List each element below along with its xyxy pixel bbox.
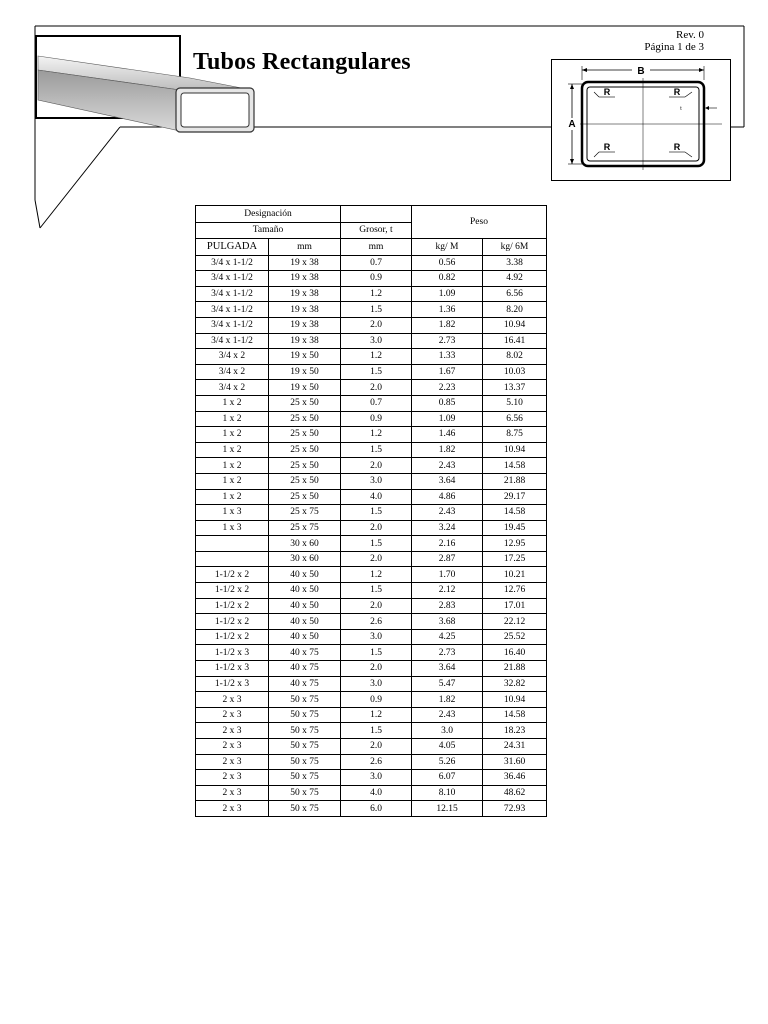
cell-thickness-mm: 3.0 (341, 333, 412, 349)
cell-thickness-mm: 2.0 (341, 317, 412, 333)
table-row (196, 380, 547, 396)
unit-mm-size: mm (269, 238, 341, 255)
cell-kg-6m: 16.40 (483, 645, 547, 661)
table-row (196, 739, 547, 755)
table-row (196, 411, 547, 427)
cell-size-mm: 19 x 38 (269, 255, 341, 271)
table-row (196, 302, 547, 318)
cell-pulgada: 2 x 3 (196, 754, 269, 770)
cell-thickness-mm: 1.5 (341, 723, 412, 739)
cell-pulgada: 1 x 3 (196, 520, 269, 536)
cell-kg-m: 3.64 (412, 473, 483, 489)
cell-kg-m: 6.07 (412, 770, 483, 786)
table-row (196, 692, 547, 708)
cell-kg-6m: 8.75 (483, 427, 547, 443)
cell-pulgada: 2 x 3 (196, 723, 269, 739)
table-row (196, 271, 547, 287)
cell-pulgada: 1 x 2 (196, 427, 269, 443)
cell-kg-m: 1.82 (412, 317, 483, 333)
table-row (196, 598, 547, 614)
radius-label-bottom-left: R (603, 142, 611, 152)
cell-kg-m: 1.46 (412, 427, 483, 443)
cell-pulgada: 1-1/2 x 2 (196, 629, 269, 645)
cell-kg-6m: 17.01 (483, 598, 547, 614)
unit-kg-6m: kg/ 6M (483, 238, 547, 255)
table-row (196, 661, 547, 677)
cross-section-diagram (551, 59, 731, 181)
cell-size-mm: 25 x 50 (269, 489, 341, 505)
cell-pulgada: 2 x 3 (196, 692, 269, 708)
table-row (196, 395, 547, 411)
cell-pulgada: 3/4 x 2 (196, 349, 269, 365)
table-row (196, 427, 547, 443)
cell-thickness-mm: 1.2 (341, 567, 412, 583)
cell-kg-6m: 3.38 (483, 255, 547, 271)
cell-pulgada: 2 x 3 (196, 770, 269, 786)
cell-kg-m: 0.85 (412, 395, 483, 411)
cell-size-mm: 40 x 75 (269, 645, 341, 661)
cell-thickness-mm: 1.5 (341, 583, 412, 599)
cell-size-mm: 50 x 75 (269, 739, 341, 755)
cell-size-mm: 50 x 75 (269, 723, 341, 739)
cell-pulgada: 1-1/2 x 3 (196, 676, 269, 692)
revision-info (644, 29, 704, 53)
cell-kg-6m: 24.31 (483, 739, 547, 755)
cell-kg-6m: 8.20 (483, 302, 547, 318)
cell-size-mm: 25 x 50 (269, 411, 341, 427)
revision-label: Rev. 0 (675, 29, 704, 41)
table-row (196, 723, 547, 739)
cell-kg-6m: 32.82 (483, 676, 547, 692)
header-peso: Peso (412, 206, 547, 239)
cell-kg-m: 2.43 (412, 707, 483, 723)
cell-thickness-mm: 1.5 (341, 302, 412, 318)
cell-thickness-mm: 2.0 (341, 598, 412, 614)
cell-thickness-mm: 1.2 (341, 286, 412, 302)
cell-kg-6m: 12.95 (483, 536, 547, 552)
cell-thickness-mm: 1.2 (341, 707, 412, 723)
cell-kg-6m: 29.17 (483, 489, 547, 505)
cell-kg-6m: 10.94 (483, 692, 547, 708)
cell-kg-m: 1.36 (412, 302, 483, 318)
cell-size-mm: 25 x 75 (269, 505, 341, 521)
table-body (196, 255, 547, 816)
cell-pulgada: 2 x 3 (196, 739, 269, 755)
cell-kg-6m: 5.10 (483, 395, 547, 411)
cell-thickness-mm: 1.5 (341, 536, 412, 552)
thickness-label: t (680, 106, 682, 112)
specification-table (195, 205, 547, 817)
cell-pulgada: 1 x 2 (196, 489, 269, 505)
cell-thickness-mm: 0.9 (341, 692, 412, 708)
cell-thickness-mm: 2.0 (341, 458, 412, 474)
cell-kg-6m: 36.46 (483, 770, 547, 786)
cell-kg-6m: 21.88 (483, 661, 547, 677)
cell-thickness-mm: 2.0 (341, 551, 412, 567)
table-row (196, 614, 547, 630)
cell-size-mm: 30 x 60 (269, 536, 341, 552)
table-row (196, 707, 547, 723)
header-designacion: Designación (196, 206, 341, 223)
cell-size-mm: 25 x 50 (269, 442, 341, 458)
cell-size-mm: 50 x 75 (269, 785, 341, 801)
cell-thickness-mm: 0.9 (341, 271, 412, 287)
cell-size-mm: 40 x 50 (269, 583, 341, 599)
unit-mm-thickness: mm (341, 238, 412, 255)
cell-kg-6m: 16.41 (483, 333, 547, 349)
radius-label-top-left: R (603, 87, 611, 97)
table-row (196, 520, 547, 536)
cell-size-mm: 25 x 50 (269, 473, 341, 489)
cell-thickness-mm: 0.7 (341, 255, 412, 271)
cell-size-mm: 19 x 38 (269, 317, 341, 333)
cell-kg-m: 2.87 (412, 551, 483, 567)
cell-thickness-mm: 2.6 (341, 614, 412, 630)
cell-size-mm: 50 x 75 (269, 801, 341, 817)
cell-kg-6m: 10.03 (483, 364, 547, 380)
table-row (196, 676, 547, 692)
cell-kg-6m: 14.58 (483, 505, 547, 521)
table-row (196, 505, 547, 521)
table-row (196, 629, 547, 645)
cell-thickness-mm: 1.5 (341, 645, 412, 661)
cell-pulgada: 1 x 2 (196, 411, 269, 427)
cell-pulgada: 1-1/2 x 2 (196, 614, 269, 630)
cell-kg-m: 5.47 (412, 676, 483, 692)
cell-thickness-mm: 1.2 (341, 349, 412, 365)
cell-thickness-mm: 2.0 (341, 661, 412, 677)
cell-thickness-mm: 2.6 (341, 754, 412, 770)
cell-pulgada: 2 x 3 (196, 801, 269, 817)
cell-pulgada: 1-1/2 x 2 (196, 598, 269, 614)
cell-size-mm: 25 x 50 (269, 458, 341, 474)
cell-pulgada: 2 x 3 (196, 785, 269, 801)
cell-kg-m: 3.68 (412, 614, 483, 630)
cell-thickness-mm: 2.0 (341, 739, 412, 755)
cell-kg-m: 2.23 (412, 380, 483, 396)
cell-kg-m: 2.73 (412, 645, 483, 661)
cell-kg-6m: 10.94 (483, 317, 547, 333)
cell-size-mm: 40 x 50 (269, 598, 341, 614)
cell-size-mm: 19 x 38 (269, 333, 341, 349)
table-row (196, 458, 547, 474)
cell-size-mm: 25 x 50 (269, 427, 341, 443)
cell-pulgada: 1 x 2 (196, 395, 269, 411)
cell-kg-6m: 72.93 (483, 801, 547, 817)
cell-kg-m: 1.82 (412, 692, 483, 708)
cell-kg-m: 5.26 (412, 754, 483, 770)
cell-kg-6m: 12.76 (483, 583, 547, 599)
cell-pulgada: 1-1/2 x 2 (196, 567, 269, 583)
cell-kg-m: 3.64 (412, 661, 483, 677)
cell-kg-m: 2.83 (412, 598, 483, 614)
cell-pulgada: 1 x 2 (196, 473, 269, 489)
cell-pulgada: 1 x 2 (196, 442, 269, 458)
table-row (196, 801, 547, 817)
cell-pulgada: 3/4 x 1-1/2 (196, 302, 269, 318)
cell-pulgada: 2 x 3 (196, 707, 269, 723)
table-row (196, 286, 547, 302)
table-row (196, 442, 547, 458)
cell-kg-6m: 21.88 (483, 473, 547, 489)
cell-kg-6m: 10.21 (483, 567, 547, 583)
cell-thickness-mm: 1.5 (341, 442, 412, 458)
table-row (196, 536, 547, 552)
cell-size-mm: 50 x 75 (269, 707, 341, 723)
cell-pulgada: 1-1/2 x 2 (196, 583, 269, 599)
page-number: Página 1 de 3 (644, 41, 704, 53)
cell-pulgada: 1-1/2 x 3 (196, 645, 269, 661)
cell-size-mm: 19 x 50 (269, 380, 341, 396)
cell-kg-m: 4.25 (412, 629, 483, 645)
cell-kg-6m: 4.92 (483, 271, 547, 287)
cell-kg-6m: 6.56 (483, 411, 547, 427)
cell-kg-6m: 18.23 (483, 723, 547, 739)
table-row (196, 785, 547, 801)
cell-size-mm: 25 x 50 (269, 395, 341, 411)
cell-pulgada: 3/4 x 1-1/2 (196, 286, 269, 302)
cell-kg-6m: 19.45 (483, 520, 547, 536)
cell-size-mm: 40 x 50 (269, 629, 341, 645)
cell-size-mm: 40 x 50 (269, 614, 341, 630)
cell-pulgada: 1 x 3 (196, 505, 269, 521)
cell-pulgada: 3/4 x 1-1/2 (196, 333, 269, 349)
cell-kg-6m: 25.52 (483, 629, 547, 645)
table-row (196, 364, 547, 380)
cell-kg-m: 4.05 (412, 739, 483, 755)
cell-kg-m: 2.73 (412, 333, 483, 349)
cell-kg-6m: 14.58 (483, 707, 547, 723)
cell-pulgada: 1 x 2 (196, 458, 269, 474)
dimension-a-label: A (568, 119, 576, 130)
cell-size-mm: 19 x 50 (269, 364, 341, 380)
cell-kg-6m: 17.25 (483, 551, 547, 567)
cell-thickness-mm: 3.0 (341, 676, 412, 692)
cell-kg-m: 2.43 (412, 505, 483, 521)
cell-kg-6m: 31.60 (483, 754, 547, 770)
unit-pulgada: PULGADA (196, 238, 269, 255)
cell-kg-m: 12.15 (412, 801, 483, 817)
cell-kg-6m: 13.37 (483, 380, 547, 396)
cell-kg-m: 8.10 (412, 785, 483, 801)
header-tamano: Tamaño (196, 223, 341, 239)
cell-pulgada: 3/4 x 2 (196, 380, 269, 396)
cell-kg-m: 2.16 (412, 536, 483, 552)
cell-thickness-mm: 4.0 (341, 489, 412, 505)
cell-thickness-mm: 3.0 (341, 770, 412, 786)
cell-size-mm: 40 x 50 (269, 567, 341, 583)
cell-pulgada: 3/4 x 1-1/2 (196, 255, 269, 271)
cell-size-mm: 19 x 50 (269, 349, 341, 365)
cell-kg-m: 1.33 (412, 349, 483, 365)
cell-pulgada: 3/4 x 2 (196, 364, 269, 380)
cell-kg-m: 2.12 (412, 583, 483, 599)
cell-size-mm: 40 x 75 (269, 676, 341, 692)
table-row (196, 645, 547, 661)
cell-kg-6m: 10.94 (483, 442, 547, 458)
cell-kg-m: 3.24 (412, 520, 483, 536)
cell-size-mm: 25 x 75 (269, 520, 341, 536)
cell-kg-m: 3.0 (412, 723, 483, 739)
cell-size-mm: 19 x 38 (269, 302, 341, 318)
cell-pulgada (196, 551, 269, 567)
cell-size-mm: 19 x 38 (269, 271, 341, 287)
cell-kg-m: 1.82 (412, 442, 483, 458)
cell-kg-m: 0.56 (412, 255, 483, 271)
table-row (196, 551, 547, 567)
cell-thickness-mm: 3.0 (341, 473, 412, 489)
cell-pulgada: 3/4 x 1-1/2 (196, 271, 269, 287)
unit-kg-m: kg/ M (412, 238, 483, 255)
table-row (196, 473, 547, 489)
cell-size-mm: 40 x 75 (269, 661, 341, 677)
cell-kg-6m: 8.02 (483, 349, 547, 365)
cell-size-mm: 19 x 38 (269, 286, 341, 302)
cell-pulgada: 1-1/2 x 3 (196, 661, 269, 677)
cell-thickness-mm: 0.7 (341, 395, 412, 411)
table-row (196, 754, 547, 770)
cell-kg-m: 2.43 (412, 458, 483, 474)
cell-size-mm: 50 x 75 (269, 754, 341, 770)
cell-thickness-mm: 2.0 (341, 520, 412, 536)
cell-kg-m: 1.09 (412, 286, 483, 302)
cell-kg-m: 1.70 (412, 567, 483, 583)
table-row (196, 770, 547, 786)
cell-thickness-mm: 4.0 (341, 785, 412, 801)
cell-kg-6m: 6.56 (483, 286, 547, 302)
cell-size-mm: 50 x 75 (269, 692, 341, 708)
cell-kg-m: 0.82 (412, 271, 483, 287)
cell-thickness-mm: 1.5 (341, 505, 412, 521)
cell-thickness-mm: 2.0 (341, 380, 412, 396)
table-row (196, 489, 547, 505)
cell-kg-m: 4.86 (412, 489, 483, 505)
radius-label-bottom-right: R (673, 142, 681, 152)
cell-thickness-mm: 0.9 (341, 411, 412, 427)
cell-kg-6m: 14.58 (483, 458, 547, 474)
table-row (196, 349, 547, 365)
page-title: Tubos Rectangulares (193, 49, 411, 75)
table-row (196, 333, 547, 349)
cell-pulgada: 3/4 x 1-1/2 (196, 317, 269, 333)
cell-thickness-mm: 3.0 (341, 629, 412, 645)
cell-kg-6m: 22.12 (483, 614, 547, 630)
cell-thickness-mm: 6.0 (341, 801, 412, 817)
cell-size-mm: 50 x 75 (269, 770, 341, 786)
cell-kg-m: 1.09 (412, 411, 483, 427)
dimension-b-label: B (637, 66, 645, 77)
cell-thickness-mm: 1.5 (341, 364, 412, 380)
cell-pulgada (196, 536, 269, 552)
cell-kg-6m: 48.62 (483, 785, 547, 801)
table-row (196, 317, 547, 333)
table-row (196, 255, 547, 271)
radius-label-top-right: R (673, 87, 681, 97)
table-row (196, 567, 547, 583)
cell-kg-m: 1.67 (412, 364, 483, 380)
header-grosor: Grosor, t (341, 223, 412, 239)
cell-thickness-mm: 1.2 (341, 427, 412, 443)
cell-size-mm: 30 x 60 (269, 551, 341, 567)
table-row (196, 583, 547, 599)
